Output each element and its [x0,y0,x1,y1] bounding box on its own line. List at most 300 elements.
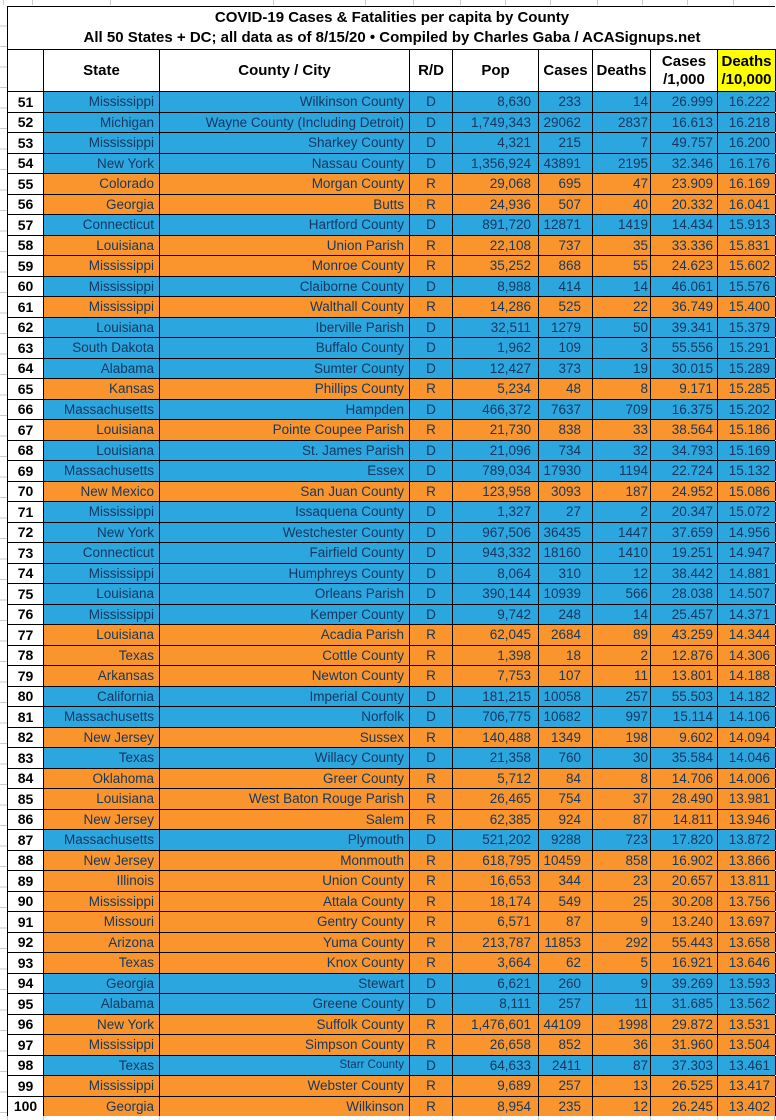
cell-party[interactable]: D [410,748,453,768]
cell-deaths[interactable]: 8 [593,769,651,789]
cell-county[interactable]: Simpson County [160,1035,410,1055]
cell-deaths[interactable]: 5 [593,953,651,973]
cell-population[interactable]: 181,215 [453,687,539,707]
cell-deaths[interactable]: 37 [593,789,651,809]
cell-deaths[interactable]: 12 [593,1097,651,1117]
cell-rank[interactable]: 55 [8,174,44,194]
cell-cases[interactable]: 734 [539,441,593,461]
cell-county[interactable]: Nassau County [160,154,410,174]
cell-county[interactable]: Hartford County [160,215,410,235]
cell-state[interactable]: Massachusetts [44,400,160,420]
cell-cases-per-1000[interactable]: 37.303 [651,1056,718,1076]
cell-cases[interactable]: 7637 [539,400,593,420]
cell-party[interactable]: R [410,851,453,871]
cell-rank[interactable]: 92 [8,933,44,953]
cell-party[interactable]: D [410,543,453,563]
cell-party[interactable]: R [410,1035,453,1055]
cell-cases[interactable]: 414 [539,277,593,297]
cell-county[interactable]: Newton County [160,666,410,686]
cell-deaths[interactable]: 11 [593,994,651,1014]
cell-deaths-per-10000[interactable]: 13.697 [718,912,776,932]
cell-cases[interactable]: 11853 [539,933,593,953]
cell-cases[interactable]: 62 [539,953,593,973]
cell-party[interactable]: D [410,113,453,133]
cell-population[interactable]: 123,958 [453,482,539,502]
cell-county[interactable]: Issaquena County [160,502,410,522]
cell-deaths[interactable]: 2 [593,502,651,522]
cell-rank[interactable]: 100 [8,1097,44,1117]
cell-state[interactable]: Illinois [44,871,160,891]
cell-cases[interactable]: 257 [539,1076,593,1096]
cell-county[interactable]: Iberville Parish [160,318,410,338]
cell-deaths[interactable]: 55 [593,256,651,276]
cell-population[interactable]: 213,787 [453,933,539,953]
cell-rank[interactable]: 59 [8,256,44,276]
cell-deaths[interactable]: 1419 [593,215,651,235]
cell-party[interactable]: R [410,871,453,891]
cell-cases-per-1000[interactable]: 49.757 [651,133,718,153]
cell-deaths-per-10000[interactable]: 15.086 [718,482,776,502]
cell-cases[interactable]: 18 [539,646,593,666]
cell-deaths-per-10000[interactable]: 13.658 [718,933,776,953]
cell-deaths[interactable]: 12 [593,564,651,584]
cell-rank[interactable]: 63 [8,338,44,358]
cell-population[interactable]: 1,327 [453,502,539,522]
cell-population[interactable]: 64,633 [453,1056,539,1076]
cell-deaths-per-10000[interactable]: 15.291 [718,338,776,358]
cell-party[interactable]: D [410,400,453,420]
cell-deaths[interactable]: 35 [593,236,651,256]
cell-state[interactable]: Mississippi [44,92,160,112]
cell-cases[interactable]: 2684 [539,625,593,645]
cell-deaths-per-10000[interactable]: 14.046 [718,748,776,768]
cell-cases-per-1000[interactable]: 36.749 [651,297,718,317]
cell-county[interactable]: Butts [160,195,410,215]
cell-party[interactable]: R [410,256,453,276]
cell-cases-per-1000[interactable]: 37.659 [651,523,718,543]
cell-county[interactable]: Acadia Parish [160,625,410,645]
cell-population[interactable]: 1,476,601 [453,1015,539,1035]
cell-cases[interactable]: 215 [539,133,593,153]
cell-party[interactable]: D [410,154,453,174]
cell-rank[interactable]: 54 [8,154,44,174]
cell-deaths-per-10000[interactable]: 16.218 [718,113,776,133]
cell-cases[interactable]: 10058 [539,687,593,707]
cell-county[interactable]: Phillips County [160,379,410,399]
cell-state[interactable]: Massachusetts [44,707,160,727]
cell-deaths-per-10000[interactable]: 14.306 [718,646,776,666]
cell-party[interactable]: R [410,666,453,686]
cell-party[interactable]: D [410,523,453,543]
col-header-cases[interactable]: Cases [539,50,593,91]
cell-state[interactable]: Mississippi [44,605,160,625]
cell-party[interactable]: R [410,728,453,748]
cell-state[interactable]: Alabama [44,994,160,1014]
cell-population[interactable]: 21,730 [453,420,539,440]
cell-cases[interactable]: 12871 [539,215,593,235]
cell-deaths[interactable]: 22 [593,297,651,317]
cell-deaths[interactable]: 23 [593,871,651,891]
cell-deaths[interactable]: 32 [593,441,651,461]
cell-cases[interactable]: 754 [539,789,593,809]
cell-cases-per-1000[interactable]: 16.613 [651,113,718,133]
cell-rank[interactable]: 62 [8,318,44,338]
cell-cases-per-1000[interactable]: 39.269 [651,974,718,994]
cell-party[interactable]: R [410,646,453,666]
cell-county[interactable]: Knox County [160,953,410,973]
cell-cases-per-1000[interactable]: 55.556 [651,338,718,358]
cell-state[interactable]: Massachusetts [44,461,160,481]
cell-cases[interactable]: 29062 [539,113,593,133]
cell-population[interactable]: 6,621 [453,974,539,994]
cell-cases[interactable]: 27 [539,502,593,522]
cell-cases-per-1000[interactable]: 26.999 [651,92,718,112]
cell-county[interactable]: Walthall County [160,297,410,317]
cell-state[interactable]: New York [44,523,160,543]
cell-state[interactable]: Louisiana [44,420,160,440]
cell-rank[interactable]: 72 [8,523,44,543]
cell-deaths-per-10000[interactable]: 14.188 [718,666,776,686]
cell-cases-per-1000[interactable]: 55.443 [651,933,718,953]
cell-deaths-per-10000[interactable]: 14.094 [718,728,776,748]
col-header-county[interactable]: County / City [160,50,410,91]
cell-deaths-per-10000[interactable]: 16.176 [718,154,776,174]
cell-population[interactable]: 14,286 [453,297,539,317]
cell-county[interactable]: Yuma County [160,933,410,953]
cell-county[interactable]: St. James Parish [160,441,410,461]
cell-deaths-per-10000[interactable]: 13.872 [718,830,776,850]
cell-county[interactable]: Orleans Parish [160,584,410,604]
cell-deaths-per-10000[interactable]: 16.222 [718,92,776,112]
cell-deaths[interactable]: 8 [593,379,651,399]
cell-deaths-per-10000[interactable]: 13.562 [718,994,776,1014]
cell-county[interactable]: Wilkinson [160,1097,410,1117]
cell-population[interactable]: 1,962 [453,338,539,358]
cell-party[interactable]: D [410,277,453,297]
cell-party[interactable]: D [410,687,453,707]
cell-cases[interactable]: 248 [539,605,593,625]
cell-deaths[interactable]: 87 [593,810,651,830]
cell-deaths[interactable]: 40 [593,195,651,215]
cell-state[interactable]: California [44,687,160,707]
cell-state[interactable]: New Jersey [44,851,160,871]
cell-state[interactable]: New Jersey [44,810,160,830]
cell-deaths[interactable]: 1194 [593,461,651,481]
cell-cases[interactable]: 109 [539,338,593,358]
cell-cases-per-1000[interactable]: 24.623 [651,256,718,276]
cell-county[interactable]: Sussex [160,728,410,748]
cell-party[interactable]: R [410,892,453,912]
cell-cases-per-1000[interactable]: 26.525 [651,1076,718,1096]
cell-rank[interactable]: 93 [8,953,44,973]
cell-party[interactable]: R [410,236,453,256]
cell-deaths[interactable]: 47 [593,174,651,194]
cell-deaths[interactable]: 25 [593,892,651,912]
cell-population[interactable]: 24,936 [453,195,539,215]
cell-rank[interactable]: 99 [8,1076,44,1096]
cell-county[interactable]: Norfolk [160,707,410,727]
cell-cases[interactable]: 3093 [539,482,593,502]
cell-party[interactable]: D [410,359,453,379]
cell-party[interactable]: D [410,707,453,727]
cell-deaths-per-10000[interactable]: 15.186 [718,420,776,440]
cell-cases[interactable]: 43891 [539,154,593,174]
cell-cases[interactable]: 924 [539,810,593,830]
cell-cases-per-1000[interactable]: 14.706 [651,769,718,789]
cell-deaths[interactable]: 257 [593,687,651,707]
cell-state[interactable]: Oklahoma [44,769,160,789]
cell-party[interactable]: D [410,318,453,338]
cell-county[interactable]: Attala County [160,892,410,912]
cell-cases[interactable]: 9288 [539,830,593,850]
cell-state[interactable]: Louisiana [44,236,160,256]
cell-cases[interactable]: 10939 [539,584,593,604]
cell-cases-per-1000[interactable]: 24.952 [651,482,718,502]
cell-party[interactable]: R [410,1015,453,1035]
cell-deaths-per-10000[interactable]: 15.072 [718,502,776,522]
cell-deaths-per-10000[interactable]: 16.169 [718,174,776,194]
cell-rank[interactable]: 98 [8,1056,44,1076]
cell-party[interactable]: R [410,625,453,645]
cell-rank[interactable]: 91 [8,912,44,932]
cell-deaths[interactable]: 3 [593,338,651,358]
cell-county[interactable]: Cottle County [160,646,410,666]
cell-county[interactable]: Wayne County (Including Detroit) [160,113,410,133]
cell-party[interactable]: R [410,912,453,932]
cell-deaths-per-10000[interactable]: 13.866 [718,851,776,871]
cell-population[interactable]: 3,664 [453,953,539,973]
cell-cases-per-1000[interactable]: 28.038 [651,584,718,604]
cell-population[interactable]: 32,511 [453,318,539,338]
cell-deaths-per-10000[interactable]: 14.881 [718,564,776,584]
cell-party[interactable]: D [410,584,453,604]
cell-population[interactable]: 12,427 [453,359,539,379]
cell-population[interactable]: 9,742 [453,605,539,625]
cell-population[interactable]: 140,488 [453,728,539,748]
cell-population[interactable]: 5,234 [453,379,539,399]
cell-population[interactable]: 891,720 [453,215,539,235]
cell-deaths-per-10000[interactable]: 13.461 [718,1056,776,1076]
cell-deaths-per-10000[interactable]: 14.182 [718,687,776,707]
cell-county[interactable]: Greene County [160,994,410,1014]
cell-deaths-per-10000[interactable]: 15.602 [718,256,776,276]
cell-county[interactable]: Pointe Coupee Parish [160,420,410,440]
cell-cases[interactable]: 344 [539,871,593,891]
cell-population[interactable]: 35,252 [453,256,539,276]
cell-cases[interactable]: 10459 [539,851,593,871]
cell-cases-per-1000[interactable]: 28.490 [651,789,718,809]
cell-county[interactable]: Webster County [160,1076,410,1096]
cell-population[interactable]: 1,749,343 [453,113,539,133]
cell-deaths-per-10000[interactable]: 16.200 [718,133,776,153]
cell-state[interactable]: Georgia [44,195,160,215]
cell-state[interactable]: Louisiana [44,441,160,461]
cell-cases-per-1000[interactable]: 14.811 [651,810,718,830]
cell-deaths[interactable]: 14 [593,92,651,112]
cell-deaths[interactable]: 19 [593,359,651,379]
cell-cases[interactable]: 525 [539,297,593,317]
cell-deaths[interactable]: 858 [593,851,651,871]
cell-population[interactable]: 8,988 [453,277,539,297]
cell-cases[interactable]: 84 [539,769,593,789]
cell-cases[interactable]: 838 [539,420,593,440]
cell-deaths-per-10000[interactable]: 13.504 [718,1035,776,1055]
cell-deaths-per-10000[interactable]: 15.169 [718,441,776,461]
cell-deaths[interactable]: 89 [593,625,651,645]
cell-party[interactable]: R [410,195,453,215]
cell-cases-per-1000[interactable]: 43.259 [651,625,718,645]
cell-rank[interactable]: 65 [8,379,44,399]
cell-rank[interactable]: 90 [8,892,44,912]
cell-cases-per-1000[interactable]: 20.347 [651,502,718,522]
cell-party[interactable]: D [410,461,453,481]
cell-rank[interactable]: 66 [8,400,44,420]
cell-party[interactable]: D [410,215,453,235]
cell-population[interactable]: 21,358 [453,748,539,768]
cell-cases-per-1000[interactable]: 17.820 [651,830,718,850]
cell-cases[interactable]: 18160 [539,543,593,563]
cell-cases-per-1000[interactable]: 22.724 [651,461,718,481]
cell-county[interactable]: Kemper County [160,605,410,625]
cell-state[interactable]: Mississippi [44,256,160,276]
cell-rank[interactable]: 74 [8,564,44,584]
cell-state[interactable]: Mississippi [44,564,160,584]
cell-cases-per-1000[interactable]: 46.061 [651,277,718,297]
cell-cases[interactable]: 233 [539,92,593,112]
cell-county[interactable]: Monroe County [160,256,410,276]
cell-state[interactable]: Louisiana [44,789,160,809]
cell-cases-per-1000[interactable]: 9.602 [651,728,718,748]
cell-county[interactable]: Buffalo County [160,338,410,358]
cell-population[interactable]: 618,795 [453,851,539,871]
cell-state[interactable]: New Mexico [44,482,160,502]
cell-cases[interactable]: 549 [539,892,593,912]
cell-deaths[interactable]: 1410 [593,543,651,563]
cell-party[interactable]: R [410,1076,453,1096]
cell-county[interactable]: Sharkey County [160,133,410,153]
cell-deaths[interactable]: 2195 [593,154,651,174]
cell-cases-per-1000[interactable]: 39.341 [651,318,718,338]
cell-state[interactable]: Georgia [44,974,160,994]
cell-cases-per-1000[interactable]: 16.375 [651,400,718,420]
cell-deaths-per-10000[interactable]: 15.132 [718,461,776,481]
cell-deaths-per-10000[interactable]: 13.946 [718,810,776,830]
cell-county[interactable]: Hampden [160,400,410,420]
cell-county[interactable]: Essex [160,461,410,481]
cell-party[interactable]: R [410,379,453,399]
cell-state[interactable]: Alabama [44,359,160,379]
cell-county[interactable]: Starr County [160,1056,410,1076]
cell-cases[interactable]: 868 [539,256,593,276]
cell-deaths[interactable]: 198 [593,728,651,748]
cell-state[interactable]: Missouri [44,912,160,932]
cell-deaths-per-10000[interactable]: 14.344 [718,625,776,645]
cell-party[interactable]: R [410,174,453,194]
cell-rank[interactable]: 78 [8,646,44,666]
cell-party[interactable]: R [410,769,453,789]
cell-party[interactable]: D [410,441,453,461]
cell-rank[interactable]: 69 [8,461,44,481]
cell-rank[interactable]: 85 [8,789,44,809]
cell-population[interactable]: 1,356,924 [453,154,539,174]
cell-rank[interactable]: 97 [8,1035,44,1055]
cell-deaths[interactable]: 997 [593,707,651,727]
cell-rank[interactable]: 79 [8,666,44,686]
cell-county[interactable]: Union County [160,871,410,891]
cell-cases[interactable]: 260 [539,974,593,994]
cell-party[interactable]: R [410,933,453,953]
cell-cases-per-1000[interactable]: 16.921 [651,953,718,973]
cell-party[interactable]: R [410,420,453,440]
cell-population[interactable]: 4,321 [453,133,539,153]
cell-cases[interactable]: 310 [539,564,593,584]
cell-rank[interactable]: 67 [8,420,44,440]
cell-state[interactable]: Colorado [44,174,160,194]
cell-population[interactable]: 1,398 [453,646,539,666]
cell-deaths[interactable]: 9 [593,974,651,994]
cell-population[interactable]: 62,385 [453,810,539,830]
cell-cases-per-1000[interactable]: 30.208 [651,892,718,912]
cell-deaths-per-10000[interactable]: 14.507 [718,584,776,604]
cell-cases[interactable]: 507 [539,195,593,215]
cell-state[interactable]: Michigan [44,113,160,133]
cell-deaths[interactable]: 87 [593,1056,651,1076]
col-header-pop[interactable]: Pop [453,50,539,91]
cell-population[interactable]: 466,372 [453,400,539,420]
cell-state[interactable]: Mississippi [44,277,160,297]
cell-rank[interactable]: 82 [8,728,44,748]
cell-deaths-per-10000[interactable]: 14.371 [718,605,776,625]
cell-cases-per-1000[interactable]: 29.872 [651,1015,718,1035]
cell-deaths-per-10000[interactable]: 13.417 [718,1076,776,1096]
cell-cases[interactable]: 48 [539,379,593,399]
cell-deaths[interactable]: 1447 [593,523,651,543]
cell-party[interactable]: D [410,564,453,584]
cell-state[interactable]: South Dakota [44,338,160,358]
cell-state[interactable]: Arkansas [44,666,160,686]
cell-deaths-per-10000[interactable]: 14.947 [718,543,776,563]
cell-deaths-per-10000[interactable]: 13.646 [718,953,776,973]
cell-deaths-per-10000[interactable]: 15.285 [718,379,776,399]
cell-cases[interactable]: 737 [539,236,593,256]
cell-cases-per-1000[interactable]: 20.332 [651,195,718,215]
cell-rank[interactable]: 58 [8,236,44,256]
cell-population[interactable]: 967,506 [453,523,539,543]
cell-rank[interactable]: 61 [8,297,44,317]
cell-deaths-per-10000[interactable]: 13.402 [718,1097,776,1117]
cell-party[interactable]: R [410,1097,453,1117]
cell-cases[interactable]: 87 [539,912,593,932]
cell-deaths[interactable]: 723 [593,830,651,850]
cell-rank[interactable]: 94 [8,974,44,994]
cell-rank[interactable]: 80 [8,687,44,707]
cell-party[interactable]: R [410,810,453,830]
cell-party[interactable]: D [410,338,453,358]
cell-cases-per-1000[interactable]: 12.876 [651,646,718,666]
cell-deaths[interactable]: 30 [593,748,651,768]
cell-deaths-per-10000[interactable]: 13.756 [718,892,776,912]
cell-population[interactable]: 8,064 [453,564,539,584]
cell-cases[interactable]: 373 [539,359,593,379]
cell-deaths[interactable]: 2837 [593,113,651,133]
cell-deaths[interactable]: 14 [593,277,651,297]
cell-state[interactable]: Massachusetts [44,830,160,850]
cell-population[interactable]: 26,658 [453,1035,539,1055]
cell-county[interactable]: Wilkinson County [160,92,410,112]
cell-state[interactable]: Mississippi [44,133,160,153]
cell-deaths[interactable]: 187 [593,482,651,502]
cell-population[interactable]: 9,689 [453,1076,539,1096]
